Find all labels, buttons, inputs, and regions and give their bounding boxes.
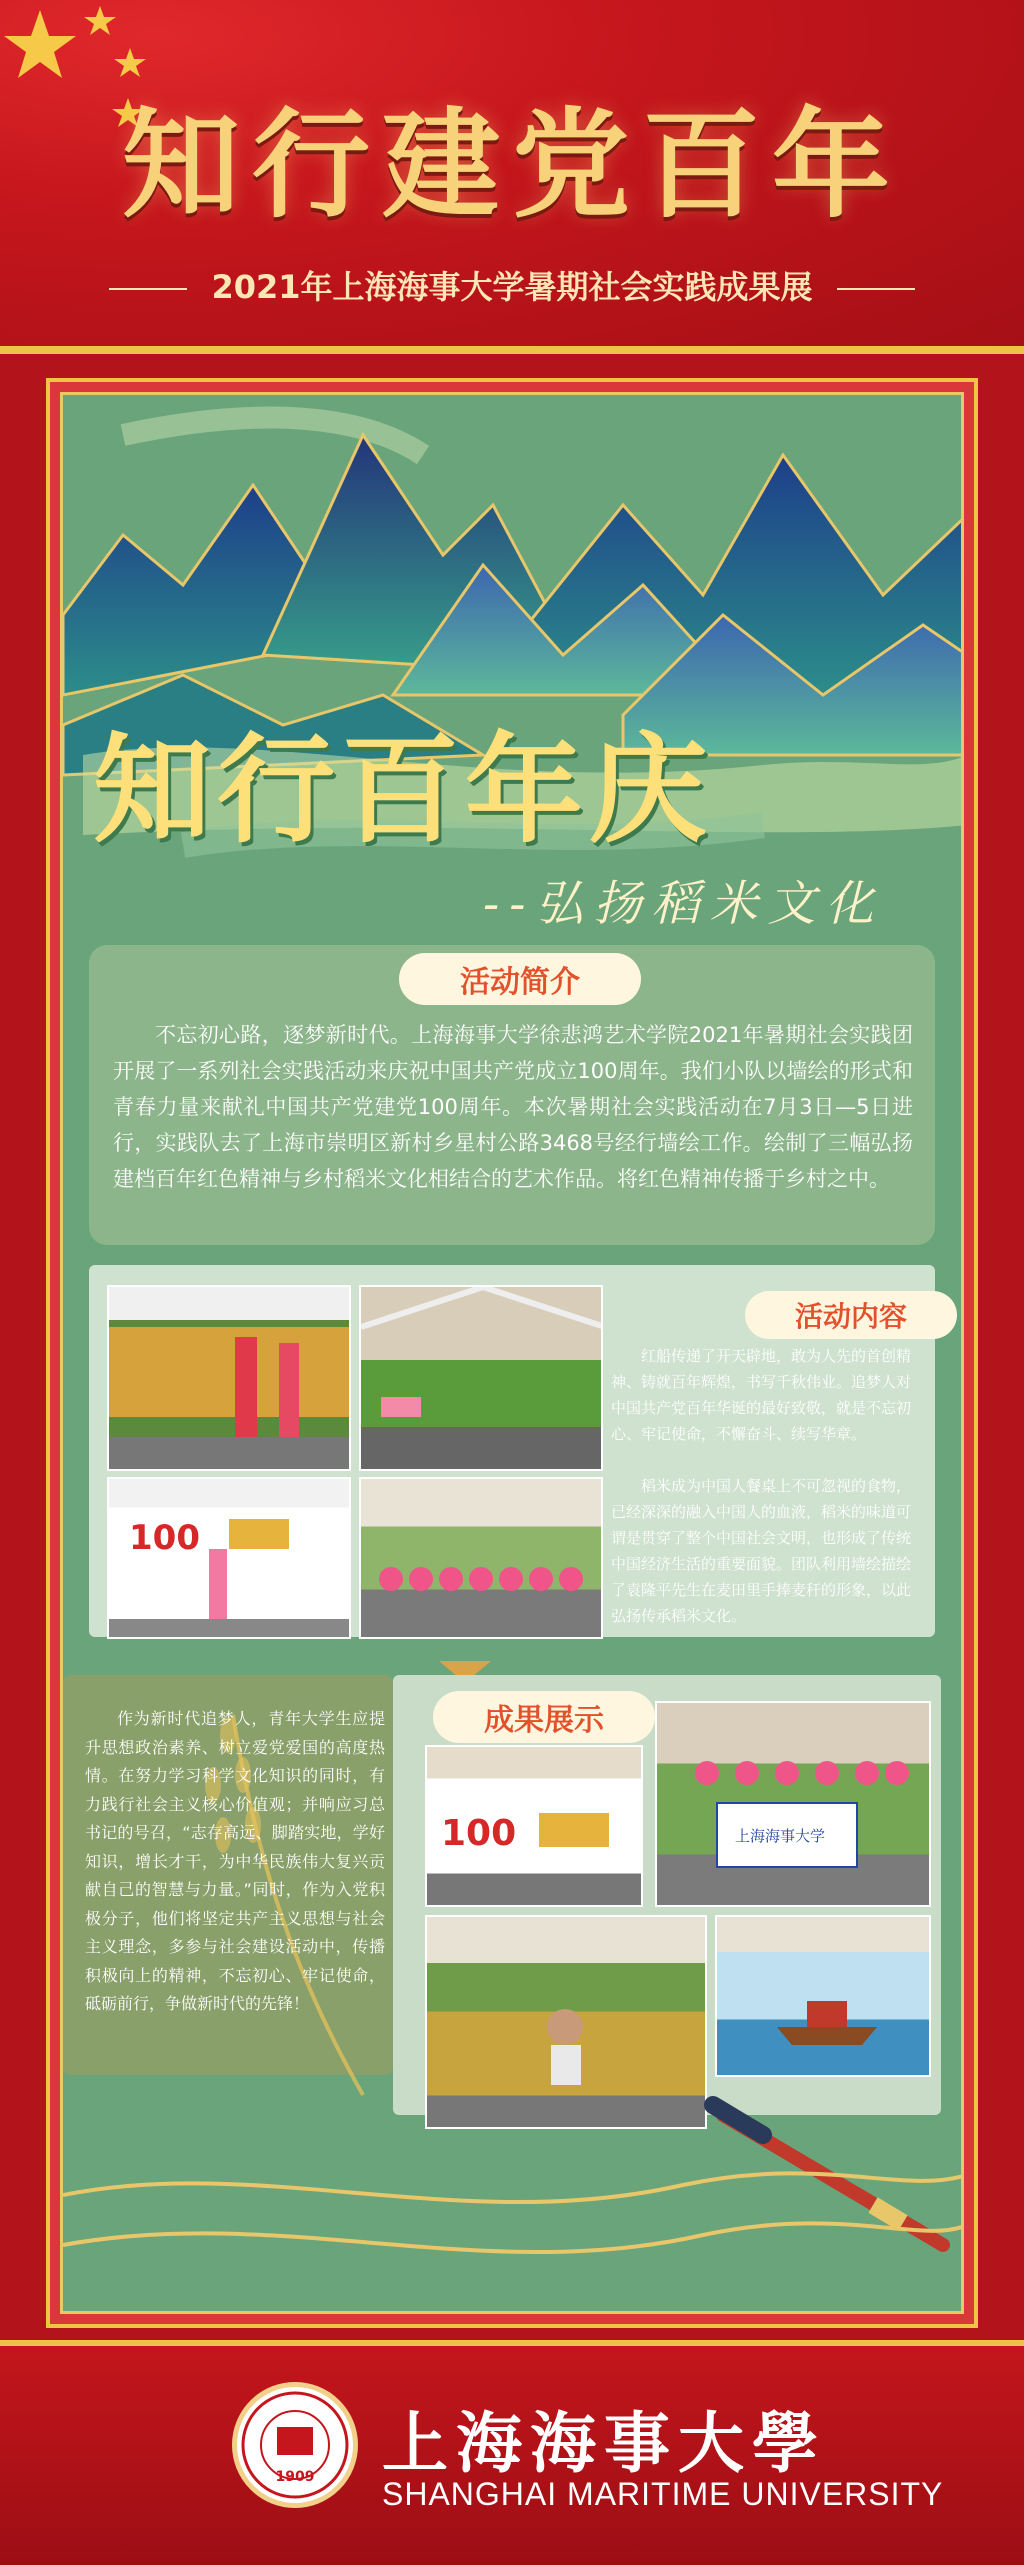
content-tag: 活动内容 [745, 1291, 957, 1339]
wave-decoration [63, 2115, 964, 2314]
header [0, 0, 1024, 350]
photo-tent-workers [359, 1285, 603, 1471]
divider [109, 288, 187, 290]
photo-wall-text: 100 [441, 1813, 517, 1854]
results-text: 作为新时代追梦人，青年大学生应提升思想政治素养、树立爱党爱国的高度热情。在努力学习科学文化知识的同时，有力践行社会主义核心价值观；并响应习总书记的号召，“志存高远、脚踏实地，学好知识，增长才干，为中华民族伟大复兴贡献自己的智慧与力量。”同时，作为入党积极分子，他们将坚定共产主义思想与社会主义理念，多参与社会建设活动中，传播积极向上的精神，不忘初心、牢记使命，砥砺前行，争做新时代的先锋！ [85, 1709, 385, 2013]
photo-illustration [109, 1287, 351, 1471]
logo-year: 1909 [275, 2469, 315, 2485]
banner-slogan: --弘扬稻米文化 [483, 876, 884, 932]
header-border [0, 346, 1024, 354]
intro-text: 不忘初心路，逐梦新时代。上海海事大学徐悲鸿艺术学院2021年暑期社会实践团开展了一系列社会实践活动来庆祝中国共产党成立100周年。我们小队以墙绘的形式和青春力量来献礼中国共产党建党100周年。本次暑期社会实践活动在7月3日—5日进行，实践队去了上海市崇明区新村乡星村公路3468号经行墙绘工作。绘制了三幅弘扬建档百年红色精神与乡村稻米文化相结合的艺术作品。将红色精神传播于乡村之中。 [113, 1023, 913, 1191]
content-text-1: 红船传递了开天辟地，敢为人先的首创精神、铸就百年辉煌，书写千秋伟业。追梦人对中国共产党百年华诞的最好致敬，就是不忘初心、牢记使命，不懈奋斗、续写华章。 [611, 1347, 912, 1443]
photo-illustration [717, 1917, 931, 2077]
page-subtitle [0, 262, 1024, 308]
university-name-cn: 上海海事大學 [382, 2404, 826, 2482]
footer-border [0, 2340, 1024, 2346]
photo-result-100-wall [425, 1745, 643, 1907]
university-name-en: SHANGHAI MARITIME UNIVERSITY [382, 2476, 944, 2512]
results-tag: 成果展示 [433, 1691, 655, 1743]
page-title: 知行建党百年 [121, 95, 902, 234]
subtitle-text: 2021年上海海事大学暑期社会实践成果展 [211, 268, 813, 306]
divider [837, 288, 915, 290]
banner-text: 上海海事大学 [735, 1827, 826, 1845]
content-text-2: 稻米成为中国人餐桌上不可忽视的食物，已经深深的融入中国人的血液，稻米的味道可谓是贯穿了整个中国社会文明，也形成了传统中国经济生活的重要面貌。团队利用墙绘描绘了袁隆平先生在麦田里手捧麦秆的形象，以此弘扬传承稻米文化。 [611, 1477, 912, 1625]
photo-result-rice-mural [425, 1915, 707, 2129]
photo-painting-wall [107, 1285, 351, 1471]
photo-illustration [109, 1479, 351, 1639]
photo-result-red-boat [715, 1915, 931, 2077]
photo-illustration [657, 1703, 931, 1907]
photo-100-mural [107, 1477, 351, 1639]
photo-team-group [359, 1477, 603, 1639]
photo-illustration [427, 1917, 707, 2129]
intro-tag: 活动简介 [399, 953, 641, 1005]
photo-illustration [361, 1479, 603, 1639]
photo-result-team-banner [655, 1701, 931, 1907]
photo-illustration [361, 1287, 603, 1471]
svg-text:100: 100 [129, 1518, 200, 1558]
photo-illustration [427, 1747, 643, 1907]
poster-panel [60, 392, 964, 2314]
logo-emblem-icon [237, 2387, 353, 2503]
university-logo [232, 2382, 358, 2508]
banner-title: 知行百年庆 [93, 720, 714, 859]
